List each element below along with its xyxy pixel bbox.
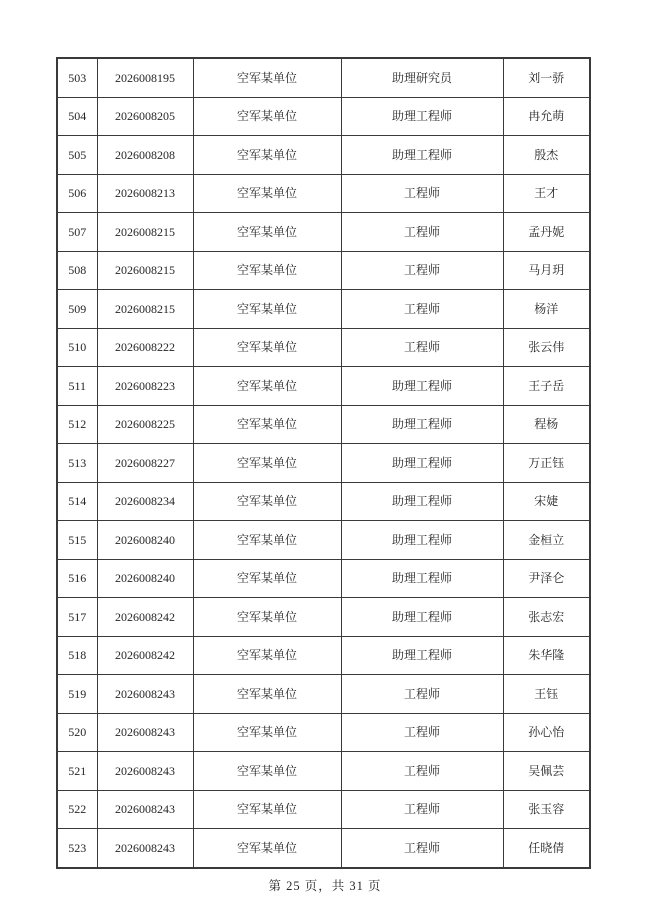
table-cell-number: 2026008215 — [97, 213, 193, 252]
table-cell-name: 马月玥 — [503, 251, 590, 290]
table-cell-number: 2026008225 — [97, 405, 193, 444]
table-cell-name: 王子岳 — [503, 367, 590, 406]
table-cell-number: 2026008242 — [97, 636, 193, 675]
table-row — [57, 675, 590, 714]
table-cell-serial: 506 — [57, 174, 97, 213]
table-row — [57, 521, 590, 560]
table-cell-unit: 空军某单位 — [193, 521, 341, 560]
table-cell-position: 工程师 — [341, 675, 503, 714]
table-cell-serial: 512 — [57, 405, 97, 444]
table-cell-position: 助理工程师 — [341, 598, 503, 637]
personnel-table-body — [57, 58, 590, 868]
table-cell-position: 助理工程师 — [341, 405, 503, 444]
table-row — [57, 213, 590, 252]
table-cell-serial: 522 — [57, 790, 97, 829]
table-cell-serial: 519 — [57, 675, 97, 714]
table-cell-position: 工程师 — [341, 713, 503, 752]
table-cell-position: 助理工程师 — [341, 367, 503, 406]
table-cell-serial: 504 — [57, 97, 97, 136]
table-cell-serial: 520 — [57, 713, 97, 752]
table-cell-serial: 511 — [57, 367, 97, 406]
table-cell-position: 助理研究员 — [341, 58, 503, 97]
table-row — [57, 713, 590, 752]
table-cell-serial: 509 — [57, 290, 97, 329]
table-cell-number: 2026008243 — [97, 675, 193, 714]
table-cell-name: 宋婕 — [503, 482, 590, 521]
table-row — [57, 251, 590, 290]
table-cell-name: 王钰 — [503, 675, 590, 714]
table-cell-name: 冉允萌 — [503, 97, 590, 136]
personnel-table — [56, 57, 591, 869]
table-cell-unit: 空军某单位 — [193, 58, 341, 97]
table-cell-number: 2026008240 — [97, 521, 193, 560]
table-cell-position: 助理工程师 — [341, 559, 503, 598]
table-cell-name: 张云伟 — [503, 328, 590, 367]
table-row — [57, 444, 590, 483]
table-cell-serial: 523 — [57, 829, 97, 868]
table-cell-unit: 空军某单位 — [193, 598, 341, 637]
table-row — [57, 559, 590, 598]
table-cell-unit: 空军某单位 — [193, 559, 341, 598]
table-cell-position: 工程师 — [341, 328, 503, 367]
table-cell-name: 张志宏 — [503, 598, 590, 637]
table-cell-position: 助理工程师 — [341, 521, 503, 560]
table-cell-serial: 508 — [57, 251, 97, 290]
table-cell-unit: 空军某单位 — [193, 752, 341, 791]
table-cell-unit: 空军某单位 — [193, 290, 341, 329]
table-cell-number: 2026008243 — [97, 713, 193, 752]
table-cell-unit: 空军某单位 — [193, 444, 341, 483]
table-cell-unit: 空军某单位 — [193, 713, 341, 752]
table-cell-number: 2026008215 — [97, 290, 193, 329]
table-cell-name: 尹泽仑 — [503, 559, 590, 598]
table-cell-serial: 516 — [57, 559, 97, 598]
table-cell-serial: 517 — [57, 598, 97, 637]
table-row — [57, 790, 590, 829]
table-cell-unit: 空军某单位 — [193, 174, 341, 213]
table-cell-number: 2026008243 — [97, 790, 193, 829]
table-cell-serial: 521 — [57, 752, 97, 791]
table-row — [57, 97, 590, 136]
table-cell-name: 孙心怡 — [503, 713, 590, 752]
table-row — [57, 136, 590, 175]
table-row — [57, 328, 590, 367]
table-cell-unit: 空军某单位 — [193, 136, 341, 175]
table-cell-serial: 505 — [57, 136, 97, 175]
table-cell-serial: 507 — [57, 213, 97, 252]
table-cell-serial: 503 — [57, 58, 97, 97]
table-row — [57, 636, 590, 675]
table-cell-unit: 空军某单位 — [193, 675, 341, 714]
table-cell-position: 工程师 — [341, 213, 503, 252]
table-cell-position: 助理工程师 — [341, 636, 503, 675]
table-cell-unit: 空军某单位 — [193, 97, 341, 136]
page-footer: 第 25 页，共 31 页 — [268, 879, 382, 893]
table-cell-position: 工程师 — [341, 251, 503, 290]
table-cell-unit: 空军某单位 — [193, 367, 341, 406]
table-cell-number: 2026008195 — [97, 58, 193, 97]
table-cell-position: 工程师 — [341, 752, 503, 791]
table-cell-position: 助理工程师 — [341, 444, 503, 483]
table-cell-name: 万正钰 — [503, 444, 590, 483]
table-cell-serial: 518 — [57, 636, 97, 675]
table-cell-number: 2026008223 — [97, 367, 193, 406]
table-cell-number: 2026008242 — [97, 598, 193, 637]
table-cell-name: 孟丹妮 — [503, 213, 590, 252]
table-cell-serial: 514 — [57, 482, 97, 521]
table-cell-unit: 空军某单位 — [193, 829, 341, 868]
table-cell-number: 2026008222 — [97, 328, 193, 367]
table-cell-position: 工程师 — [341, 829, 503, 868]
table-cell-unit: 空军某单位 — [193, 482, 341, 521]
table-cell-number: 2026008205 — [97, 97, 193, 136]
table-cell-position: 助理工程师 — [341, 482, 503, 521]
table-row — [57, 405, 590, 444]
table-row — [57, 598, 590, 637]
table-cell-name: 杨洋 — [503, 290, 590, 329]
table-cell-serial: 515 — [57, 521, 97, 560]
table-cell-number: 2026008243 — [97, 829, 193, 868]
table-row — [57, 58, 590, 97]
table-cell-name: 刘一骄 — [503, 58, 590, 97]
table-cell-unit: 空军某单位 — [193, 251, 341, 290]
table-cell-unit: 空军某单位 — [193, 328, 341, 367]
table-row — [57, 290, 590, 329]
table-cell-name: 朱华隆 — [503, 636, 590, 675]
table-cell-number: 2026008213 — [97, 174, 193, 213]
table-cell-name: 吴佩芸 — [503, 752, 590, 791]
table-row — [57, 367, 590, 406]
table-cell-name: 程杨 — [503, 405, 590, 444]
table-cell-name: 殷杰 — [503, 136, 590, 175]
table-cell-position: 工程师 — [341, 290, 503, 329]
table-cell-name: 金桓立 — [503, 521, 590, 560]
table-cell-serial: 510 — [57, 328, 97, 367]
table-cell-name: 张玉容 — [503, 790, 590, 829]
table-cell-serial: 513 — [57, 444, 97, 483]
table-cell-number: 2026008227 — [97, 444, 193, 483]
table-row — [57, 174, 590, 213]
table-cell-unit: 空军某单位 — [193, 636, 341, 675]
table-cell-position: 助理工程师 — [341, 97, 503, 136]
table-row — [57, 829, 590, 868]
table-cell-unit: 空军某单位 — [193, 213, 341, 252]
table-cell-unit: 空军某单位 — [193, 405, 341, 444]
table-row — [57, 482, 590, 521]
table-cell-number: 2026008208 — [97, 136, 193, 175]
table-cell-name: 任晓倩 — [503, 829, 590, 868]
table-cell-number: 2026008234 — [97, 482, 193, 521]
table-cell-number: 2026008240 — [97, 559, 193, 598]
table-cell-position: 助理工程师 — [341, 136, 503, 175]
table-cell-number: 2026008243 — [97, 752, 193, 791]
table-cell-number: 2026008215 — [97, 251, 193, 290]
table-row — [57, 752, 590, 791]
table-cell-unit: 空军某单位 — [193, 790, 341, 829]
table-cell-name: 王才 — [503, 174, 590, 213]
table-cell-position: 工程师 — [341, 174, 503, 213]
table-cell-position: 工程师 — [341, 790, 503, 829]
